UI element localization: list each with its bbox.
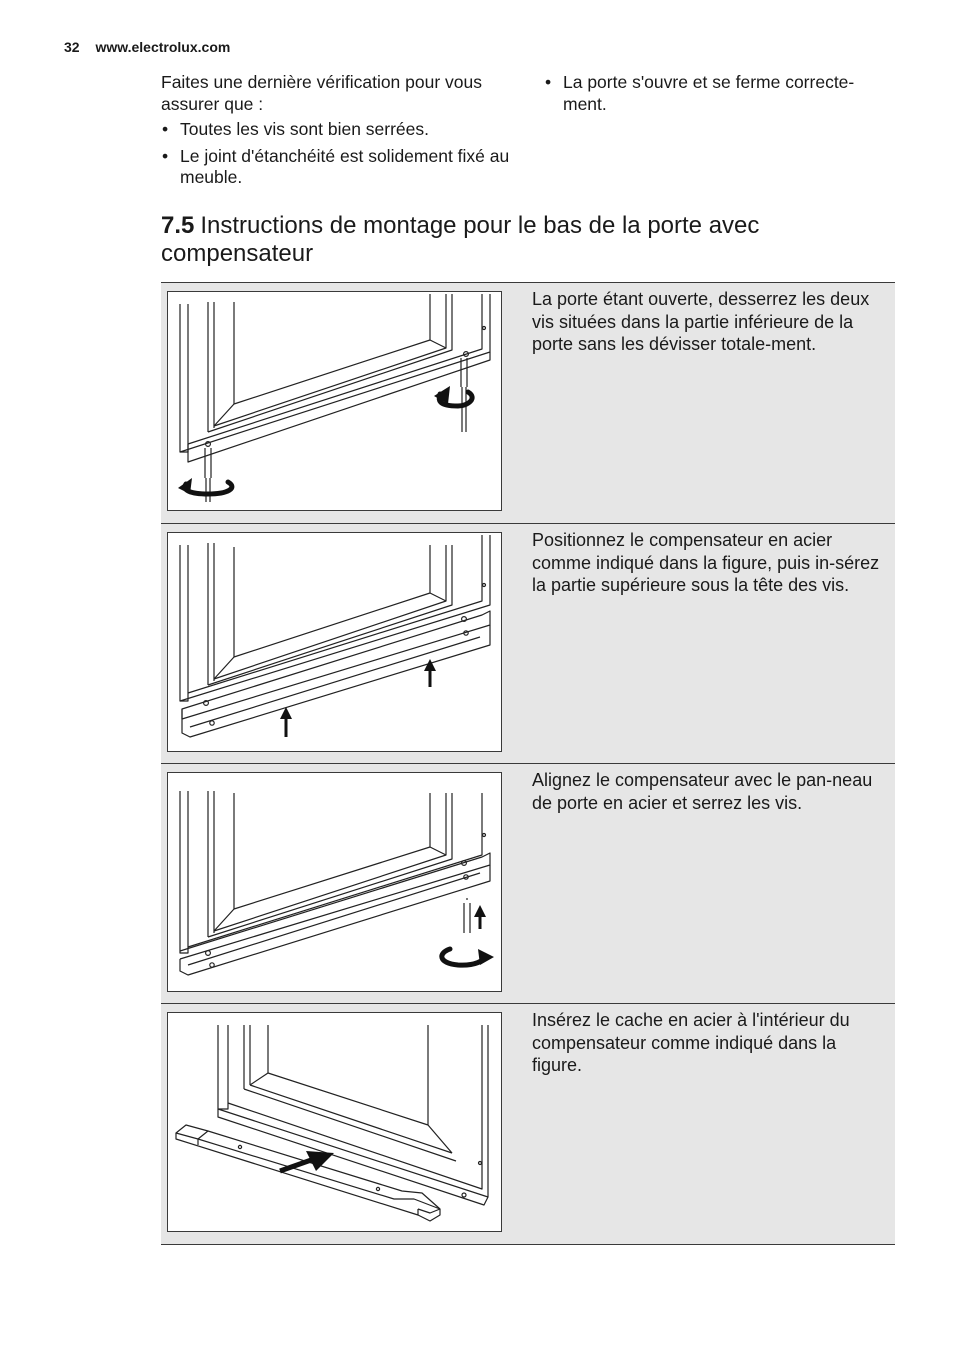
step-row-2 [161,523,895,763]
door-frame-drawing [218,1025,488,1205]
step-2-illustration [167,532,502,752]
checklist-item: • Toutes les vis sont bien serrées. [161,119,521,141]
website-url[interactable]: www.electrolux.com [95,39,231,55]
checklist-left [161,119,521,189]
intro-lead: Faites une dernière vérification pour vous assurer que : [161,72,483,114]
step-3-instructions: Alignez le compensateur avec le pan-neau de porte en acier et serrez les vis. [532,770,873,813]
step-3-illustration [167,772,502,992]
page-number: 32 [64,39,80,55]
rotate-arrow-icon [442,949,484,965]
intro-left-column [161,72,521,194]
door-frame-drawing [180,791,486,953]
checklist-right [544,72,894,115]
page-header [64,39,230,55]
section-number: 7.5 [161,212,195,239]
step-row-3 [161,763,895,1003]
step-row-4 [161,1003,895,1245]
step-2-instructions: Positionnez le compensateur en acier comme indiqué dans la figure, puis in-sérez la partie supérieure sous la tête des vis. [532,530,880,595]
intro-right-column [544,72,894,120]
steel-cover-drawing [176,1125,440,1221]
step-row-1 [161,282,895,523]
door-frame-drawing [180,535,490,701]
step-4-illustration [167,1012,502,1232]
section-heading [161,212,881,268]
screwdriver-icon [205,358,467,502]
step-1-illustration [167,291,502,511]
step-4-instructions: Insérez le cache en acier à l'intérieur du compensateur comme indiqué dans la figure. [532,1010,850,1075]
checklist-item: • La porte s'ouvre et se ferme correcte-ment. [544,72,894,115]
screwdriver-icon [464,899,470,933]
section-title: Instructions de montage pour le bas de la porte avec compensateur [161,212,760,267]
up-arrow-icon [474,905,486,929]
steps-table [161,282,895,1245]
checklist-item: • Le joint d'étanchéité est solidement fixé au meuble. [161,146,521,189]
door-frame-drawing [180,294,490,462]
step-1-instructions: La porte étant ouverte, desserrez les deux vis situées dans la partie inférieure de la porte sans les dévisser totale-ment. [532,289,870,354]
rotate-arrow-icon [185,392,472,494]
